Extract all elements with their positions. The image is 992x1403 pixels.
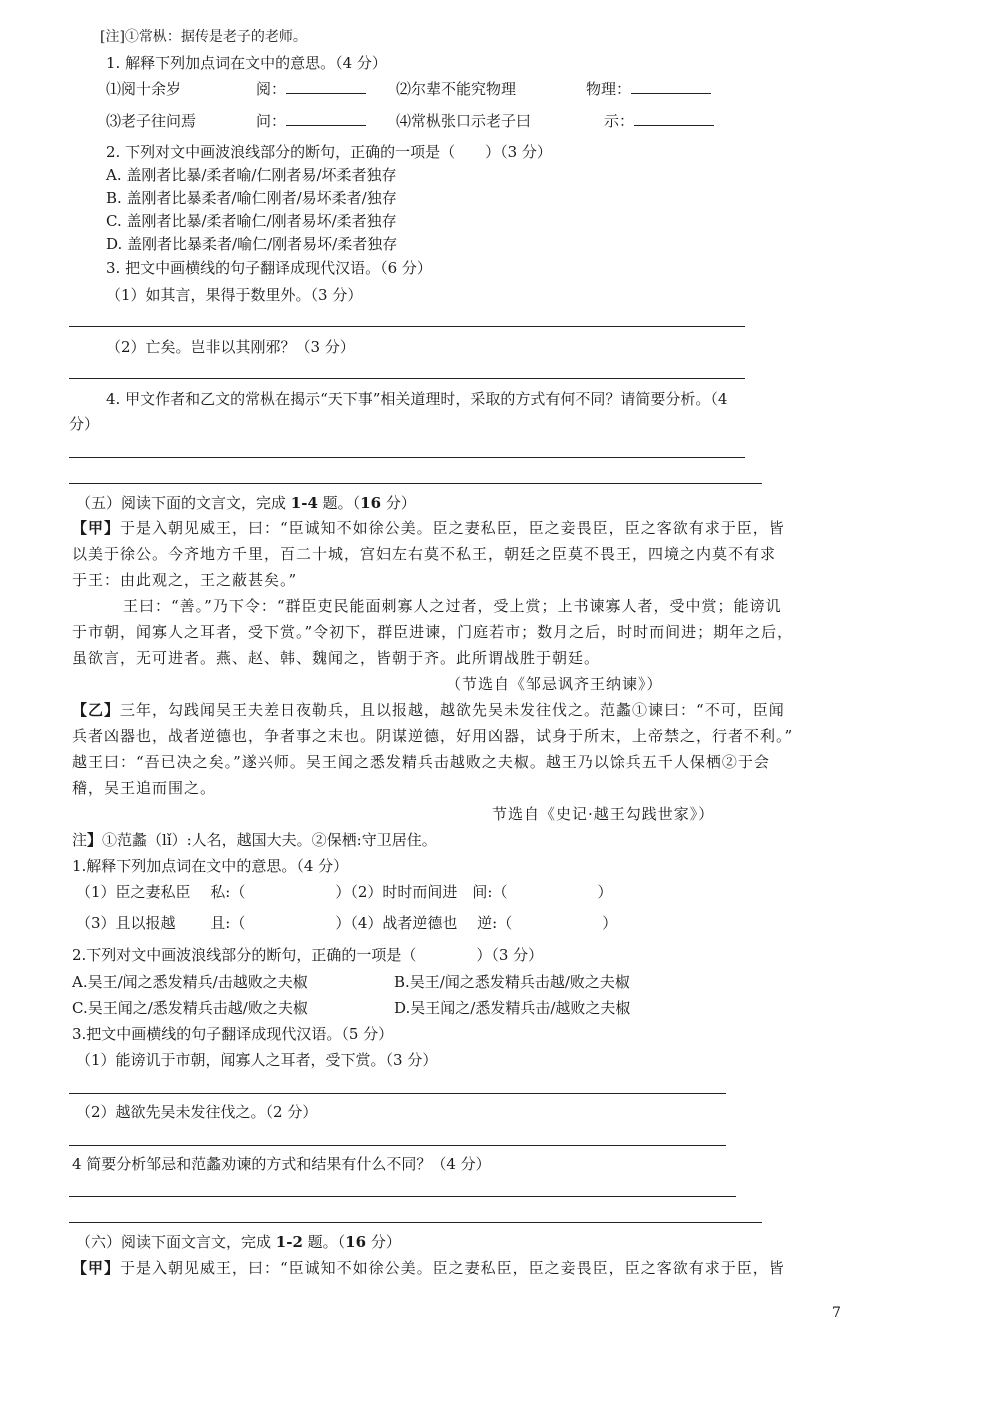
- section-5-heading: （五）阅读下面的文言文，完成 1-4 题。（16 分）: [76, 494, 416, 512]
- passage-jia-source: （节选自《邹忌讽齐王纳谏》）: [446, 675, 663, 693]
- passage-label-yi: 【乙】: [72, 701, 121, 719]
- q4-2-option-b[interactable]: B. 盖刚者比暴柔者/喻仁刚者/易坏柔者/独存: [106, 189, 397, 207]
- q4-3-sub-2: （2）亡矣。岂非以其刚邪？（3 分）: [106, 338, 355, 356]
- answer-line[interactable]: [69, 1145, 726, 1146]
- answer-line[interactable]: [69, 326, 745, 327]
- q4-4-prompt-cont: 分）: [69, 415, 100, 433]
- q5-3-sub-2: （2）越欲先吴未发往伐之。（2 分）: [76, 1103, 318, 1121]
- passage-label-jia: 【甲】: [72, 519, 121, 537]
- q5-1-row-1[interactable]: （1）臣之妻私臣 私:（ ）（2）时时而间进 间:（ ）: [76, 883, 613, 901]
- section-6-passage-line-1: 【甲】于是入朝见威王，曰：“臣诚知不如徐公美。臣之妻私臣，臣之妾畏臣，臣之客欲有求于臣，皆: [72, 1259, 785, 1277]
- answer-line[interactable]: [69, 1222, 762, 1223]
- note-fanli: 注】①范蠡（lǐ）:人名，越国大夫。②保栖:守卫居住。: [72, 831, 437, 849]
- q4-1-item-1: ⑴阅十余岁: [106, 80, 182, 98]
- q4-2-option-d[interactable]: D. 盖刚者比暴柔者/喻仁/刚者易坏/柔者独存: [106, 235, 398, 253]
- passage-yi-line-3: 越王曰：“吾已决之矣。”遂兴师。吴王闻之悉发精兵击越败之夫椒。越王乃以馀兵五千人保栖②于会: [72, 753, 770, 771]
- q5-2-option-d[interactable]: D.吴王闻之/悉发精兵击/越败之夫椒: [394, 999, 631, 1017]
- answer-blank[interactable]: [631, 79, 711, 94]
- passage-yi-line-1: 【乙】三年，勾践闻吴王夫差日夜勒兵，且以报越，越欲先吴未发往伐之。范蠡①谏曰：“不可，臣闻: [72, 701, 785, 719]
- answer-line[interactable]: [69, 1093, 726, 1094]
- answer-blank[interactable]: [286, 79, 366, 94]
- q4-1-item-4: ⑷常枞张口示老子曰: [396, 112, 532, 130]
- passage-jia-line-3: 于王：由此观之，王之蔽甚矣。”: [72, 571, 298, 589]
- note-changcong: [注]①常枞：据传是老子的老师。: [100, 29, 307, 45]
- passage-jia-line-2: 以美于徐公。今齐地方千里，百二十城，宫妇左右莫不私王，朝廷之臣莫不畏王，四境之内莫不有求: [72, 545, 777, 563]
- answer-line[interactable]: [69, 457, 745, 458]
- q5-2-prompt: 2.下列对文中画波浪线部分的断句，正确的一项是（ ）（3 分）: [72, 946, 544, 964]
- passage-yi-line-4: 稽，吴王追而围之。: [72, 779, 217, 797]
- answer-line[interactable]: [69, 378, 745, 379]
- page-number: 7: [832, 1305, 841, 1321]
- q5-2-option-b[interactable]: B.吴王/闻之悉发精兵击越/败之夫椒: [394, 973, 630, 991]
- q5-3-sub-1: （1）能谤讥于市朝，闻寡人之耳者，受下赏。（3 分）: [76, 1051, 438, 1069]
- q4-1-item-4-answer: 示：: [604, 111, 714, 131]
- q5-2-option-a[interactable]: A.吴王/闻之悉发精兵/击越败之夫椒: [72, 973, 308, 991]
- q4-3-prompt: 3. 把文中画横线的句子翻译成现代汉语。（6 分）: [106, 259, 432, 277]
- answer-blank[interactable]: [286, 111, 366, 126]
- passage-jia-line-4: 王曰：“善。”乃下令：“群臣吏民能面刺寡人之过者，受上赏；上书谏寡人者，受中赏；能谤讥: [123, 597, 782, 615]
- q4-2-prompt: 2. 下列对文中画波浪线部分的断句，正确的一项是（ ）（3 分）: [106, 143, 552, 161]
- passage-jia-line-6: 虽欲言，无可进者。燕、赵、韩、魏闻之，皆朝于齐。此所谓战胜于朝廷。: [72, 649, 601, 667]
- passage-jia-line-5: 于市朝，闻寡人之耳者，受下赏。”令初下，群臣进谏，门庭若市；数月之后，时时而间进；期年之后，: [72, 623, 794, 641]
- q4-2-option-c[interactable]: C. 盖刚者比暴/柔者喻仁/刚者易坏/柔者独存: [106, 212, 397, 230]
- q4-1-item-1-answer: 阅：: [256, 79, 366, 99]
- q4-2-option-a[interactable]: A. 盖刚者比暴/柔者喻/仁刚者易/坏柔者独存: [106, 166, 397, 184]
- answer-blank[interactable]: [634, 111, 714, 126]
- q4-1-prompt: 1. 解释下列加点词在文中的意思。（4 分）: [106, 54, 387, 72]
- q5-3-prompt: 3.把文中画横线的句子翻译成现代汉语。（5 分）: [72, 1025, 394, 1043]
- q4-1-item-2-answer: 物理：: [586, 79, 711, 99]
- q4-4-prompt: 4. 甲文作者和乙文的常枞在揭示“天下事”相关道理时，采取的方式有何不同？请简要分析。（4: [106, 390, 728, 408]
- q4-1-item-2: ⑵尔辈不能究物理: [396, 80, 517, 98]
- q5-4-prompt: 4 简要分析邹忌和范蠡劝谏的方式和结果有什么不同？（4 分）: [72, 1155, 491, 1173]
- passage-yi-line-2: 兵者凶器也，战者逆德也，争者事之末也。阴谋逆德，好用凶器，试身于所末，上帝禁之，行者不利。”: [72, 727, 794, 745]
- q5-1-row-2[interactable]: （3）且以报越 且:（ ）（4）战者逆德也 逆:（ ）: [76, 914, 618, 932]
- q5-1-prompt: 1.解释下列加点词在文中的意思。（4 分）: [72, 857, 349, 875]
- section-6-heading: （六）阅读下面文言文，完成 1-2 题。（16 分）: [76, 1233, 401, 1251]
- q4-1-item-3-answer: 问：: [256, 111, 366, 131]
- passage-jia-line-1: 【甲】于是入朝见威王，曰：“臣诚知不如徐公美。臣之妻私臣，臣之妾畏臣，臣之客欲有求于臣，皆: [72, 519, 785, 537]
- q4-1-item-3: ⑶老子往问焉: [106, 112, 197, 130]
- q4-3-sub-1: （1）如其言，果得于数里外。（3 分）: [106, 286, 363, 304]
- q5-2-option-c[interactable]: C.吴王闻之/悉发精兵击越/败之夫椒: [72, 999, 308, 1017]
- passage-label-jia: 【甲】: [72, 1259, 121, 1277]
- passage-yi-source: 节选自《史记·越王勾践世家》）: [492, 805, 715, 823]
- answer-line[interactable]: [69, 1196, 736, 1197]
- answer-line[interactable]: [69, 483, 762, 484]
